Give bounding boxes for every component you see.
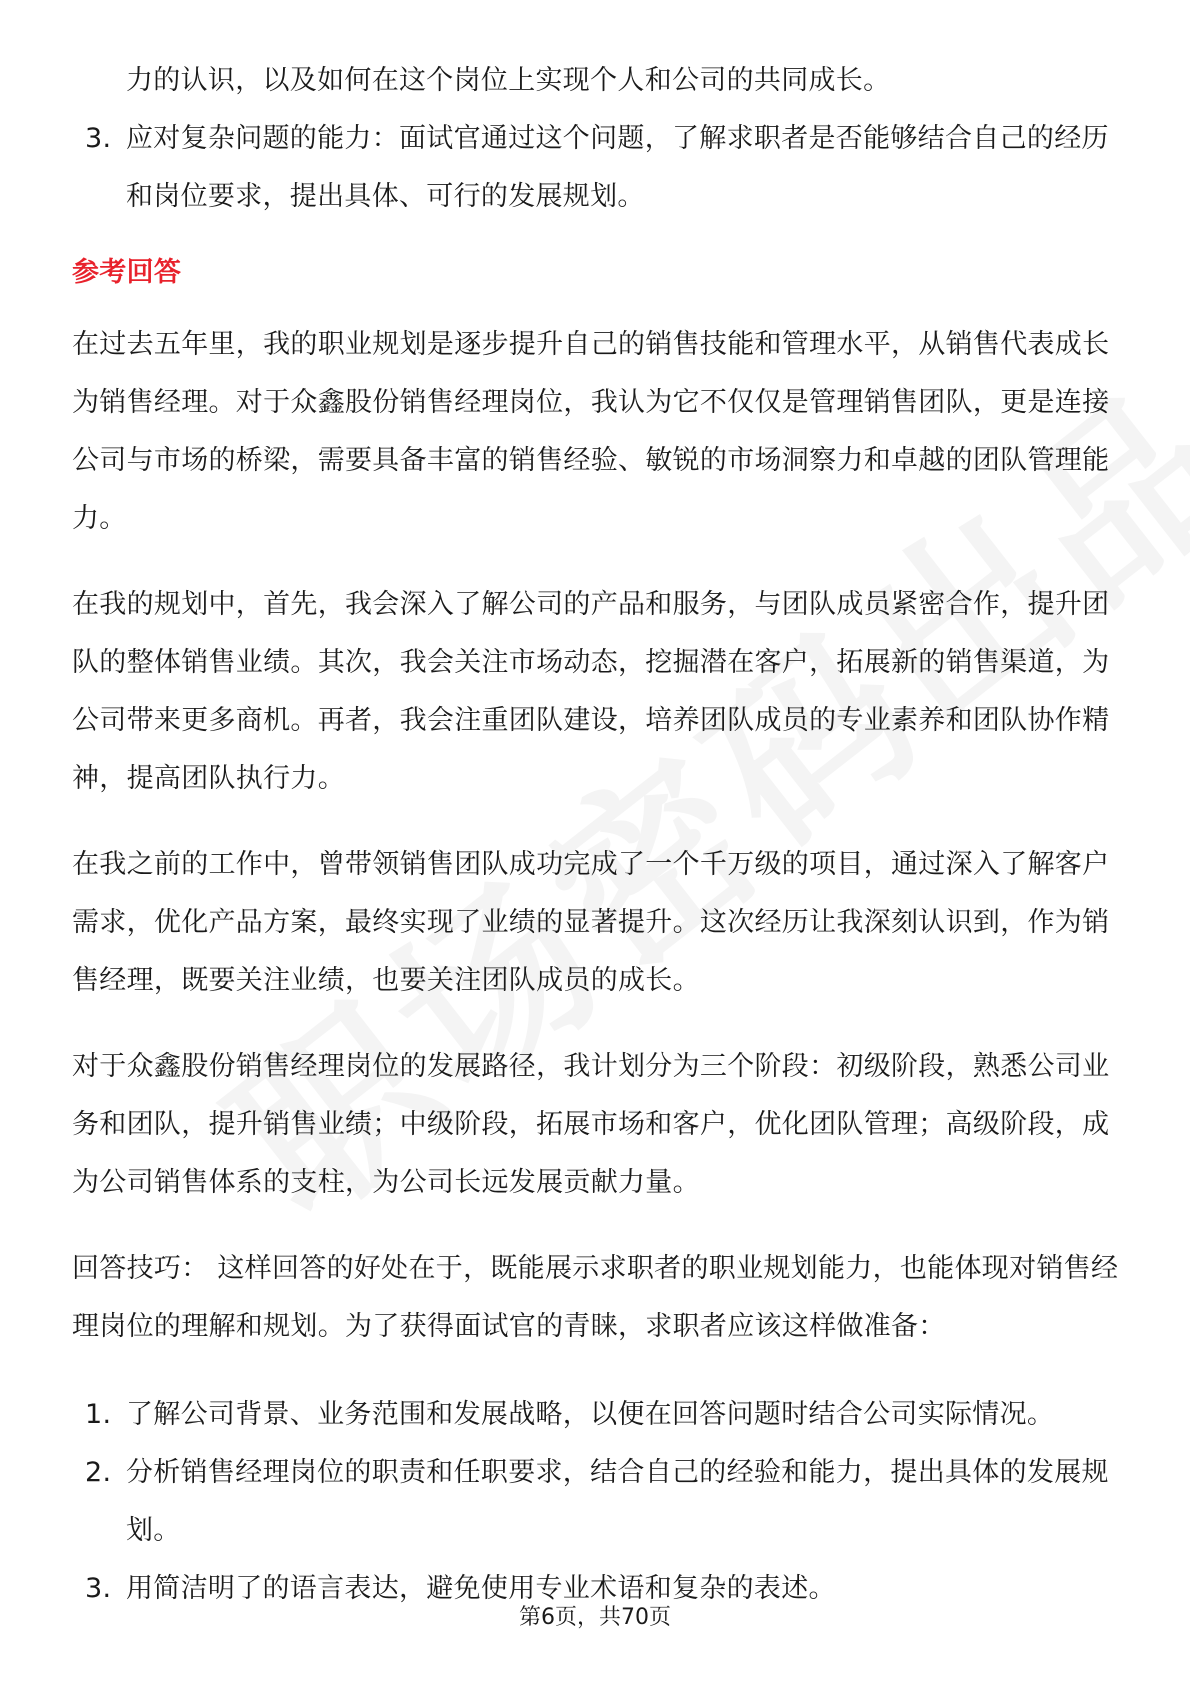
- list-item: [72, 110, 1120, 226]
- answer-paragraph: 在我之前的工作中，曾带领销售团队成功完成了一个千万级的项目，通过深入了解客户需求，优化产品方案，最终实现了业绩的显著提升。这次经历让我深刻认识到，作为销售经理，既要关注业绩，也要关注团队成员的成长。: [72, 849, 1110, 996]
- page-footer: 第6页，共70页: [519, 1605, 671, 1630]
- list-item: [72, 52, 1120, 110]
- answer-paragraph: 在过去五年里，我的职业规划是逐步提升自己的销售技能和管理水平，从销售代表成长为销售经理。对于众鑫股份销售经理岗位，我认为它不仅仅是管理销售团队，更是连接公司与市场的桥梁，需要具备丰富的销售经验、敏锐的市场洞察力和卓越的团队管理能力。: [72, 329, 1110, 534]
- list-item-text: 力的认识，以及如何在这个岗位上实现个人和公司的共同成长。: [126, 65, 891, 96]
- tips-paragraph: 回答技巧： 这样回答的好处在于，既能展示求职者的职业规划能力，也能体现对销售经理岗位的理解和规划。为了获得面试官的青睐，求职者应该这样做准备：: [72, 1253, 1119, 1342]
- answer-paragraph: 在我的规划中，首先，我会深入了解公司的产品和服务，与团队成员紧密合作，提升团队的整体销售业绩。其次，我会关注市场动态，挖掘潜在客户，拓展新的销售渠道，为公司带来更多商机。再者，我会注重团队建设，培养团队成员的专业素养和团队协作精神，提高团队执行力。: [72, 589, 1110, 794]
- list-item-text: 用简洁明了的语言表达，避免使用专业术语和复杂的表述。: [126, 1573, 836, 1604]
- intro-list: [72, 52, 1120, 226]
- list-item-text: 应对复杂问题的能力：面试官通过这个问题，了解求职者是否能够结合自己的经历和岗位要求，提出具体、可行的发展规划。: [126, 123, 1109, 212]
- answer-paragraph: 对于众鑫股份销售经理岗位的发展路径，我计划分为三个阶段：初级阶段，熟悉公司业务和团队，提升销售业绩；中级阶段，拓展市场和客户，优化团队管理；高级阶段，成为公司销售体系的支柱，为公司长远发展贡献力量。: [72, 1051, 1110, 1198]
- section-heading: 参考回答: [72, 257, 182, 288]
- list-item: [72, 1386, 1120, 1444]
- list-item: [72, 1444, 1120, 1560]
- list-number: 2.: [85, 1457, 112, 1488]
- page-content: [72, 52, 1120, 1618]
- list-number: 1.: [85, 1399, 112, 1430]
- list-item-text: 了解公司背景、业务范围和发展战略，以便在回答问题时结合公司实际情况。: [126, 1399, 1055, 1430]
- list-item-text: 分析销售经理岗位的职责和任职要求，结合自己的经验和能力，提出具体的发展规划。: [126, 1457, 1109, 1546]
- tips-list: [72, 1386, 1120, 1618]
- list-number: 3.: [85, 123, 112, 154]
- list-number: 3.: [85, 1573, 112, 1604]
